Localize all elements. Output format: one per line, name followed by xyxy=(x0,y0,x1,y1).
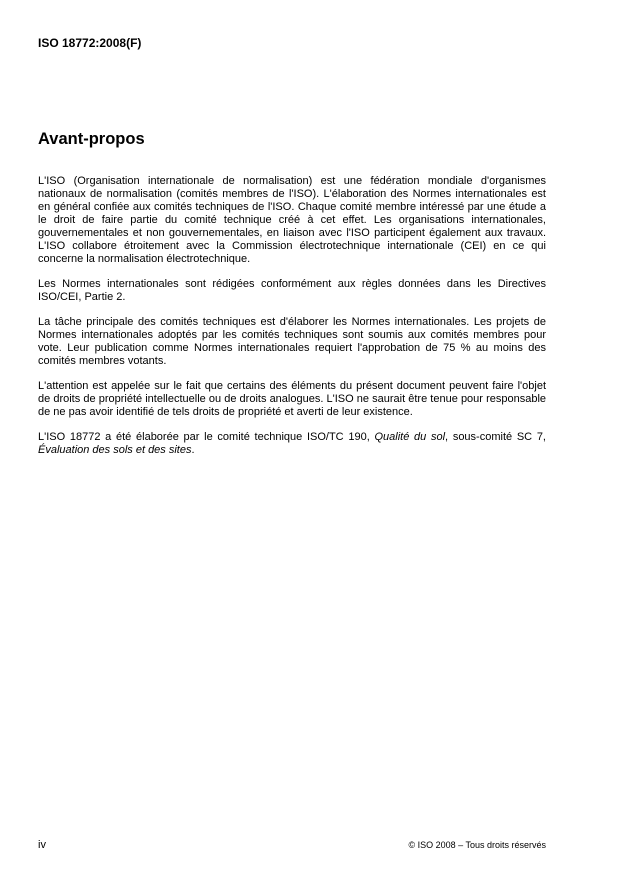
document-reference: ISO 18772:2008(F) xyxy=(38,36,142,50)
copyright-notice: © ISO 2008 – Tous droits réservés xyxy=(408,840,546,850)
paragraph-italic-committee-name: Qualité du sol xyxy=(374,431,446,443)
paragraph-patent-rights: L'attention est appelée sur le fait que certains des éléments du présent document peuvent faire l'objet de droits de propriété intellectuelle ou de droits analogues. L'ISO ne saurait être tenue pour responsable de ne pas avoir identifié de tels droits de propriété et averti de leur existence. xyxy=(38,380,546,418)
paragraph-text: . xyxy=(191,444,195,456)
page-footer xyxy=(38,839,546,851)
paragraph-iso-federation: L'ISO (Organisation internationale de normalisation) est une fédération mondiale d'organismes nationaux de normalisation (comités membres de l'ISO). L'élaboration des Normes internationales est en général confiée aux comités techniques de l'ISO. Chaque comité membre intéressé par une étude a le droit de faire partie du comité technique créé à cet effet. Les organisations internationales, gouvernementales et non gouvernementales, en liaison avec l'ISO participent également aux travaux. L'ISO collabore étroitement avec la Commission électrotechnique internationale (CEI) en ce qui concerne la normalisation électrotechnique. xyxy=(38,175,546,265)
paragraph-text: , sous-comité SC 7, xyxy=(445,431,546,443)
page-header xyxy=(38,34,545,52)
section-title: Avant-propos xyxy=(38,130,145,148)
paragraph-italic-subcommittee-name: Évaluation des sols et des sites xyxy=(38,444,192,456)
document-body xyxy=(38,130,546,469)
paragraph-committee-attribution xyxy=(38,431,546,457)
paragraph-text: L'ISO 18772 a été élaborée par le comité technique ISO/TC 190, xyxy=(38,431,375,443)
paragraph-technical-committees: La tâche principale des comités techniques est d'élaborer les Normes internationales. Les projets de Normes internationales adoptés par les comités techniques sont soumis aux comités membres pour vote. Leur publication comme Normes internationales requiert l'approbation de 75 % au moins des comités membres votants. xyxy=(38,316,546,367)
page-number: iv xyxy=(38,839,46,851)
paragraph-directives: Les Normes internationales sont rédigées conformément aux règles données dans les Directives ISO/CEI, Partie 2. xyxy=(38,278,546,303)
